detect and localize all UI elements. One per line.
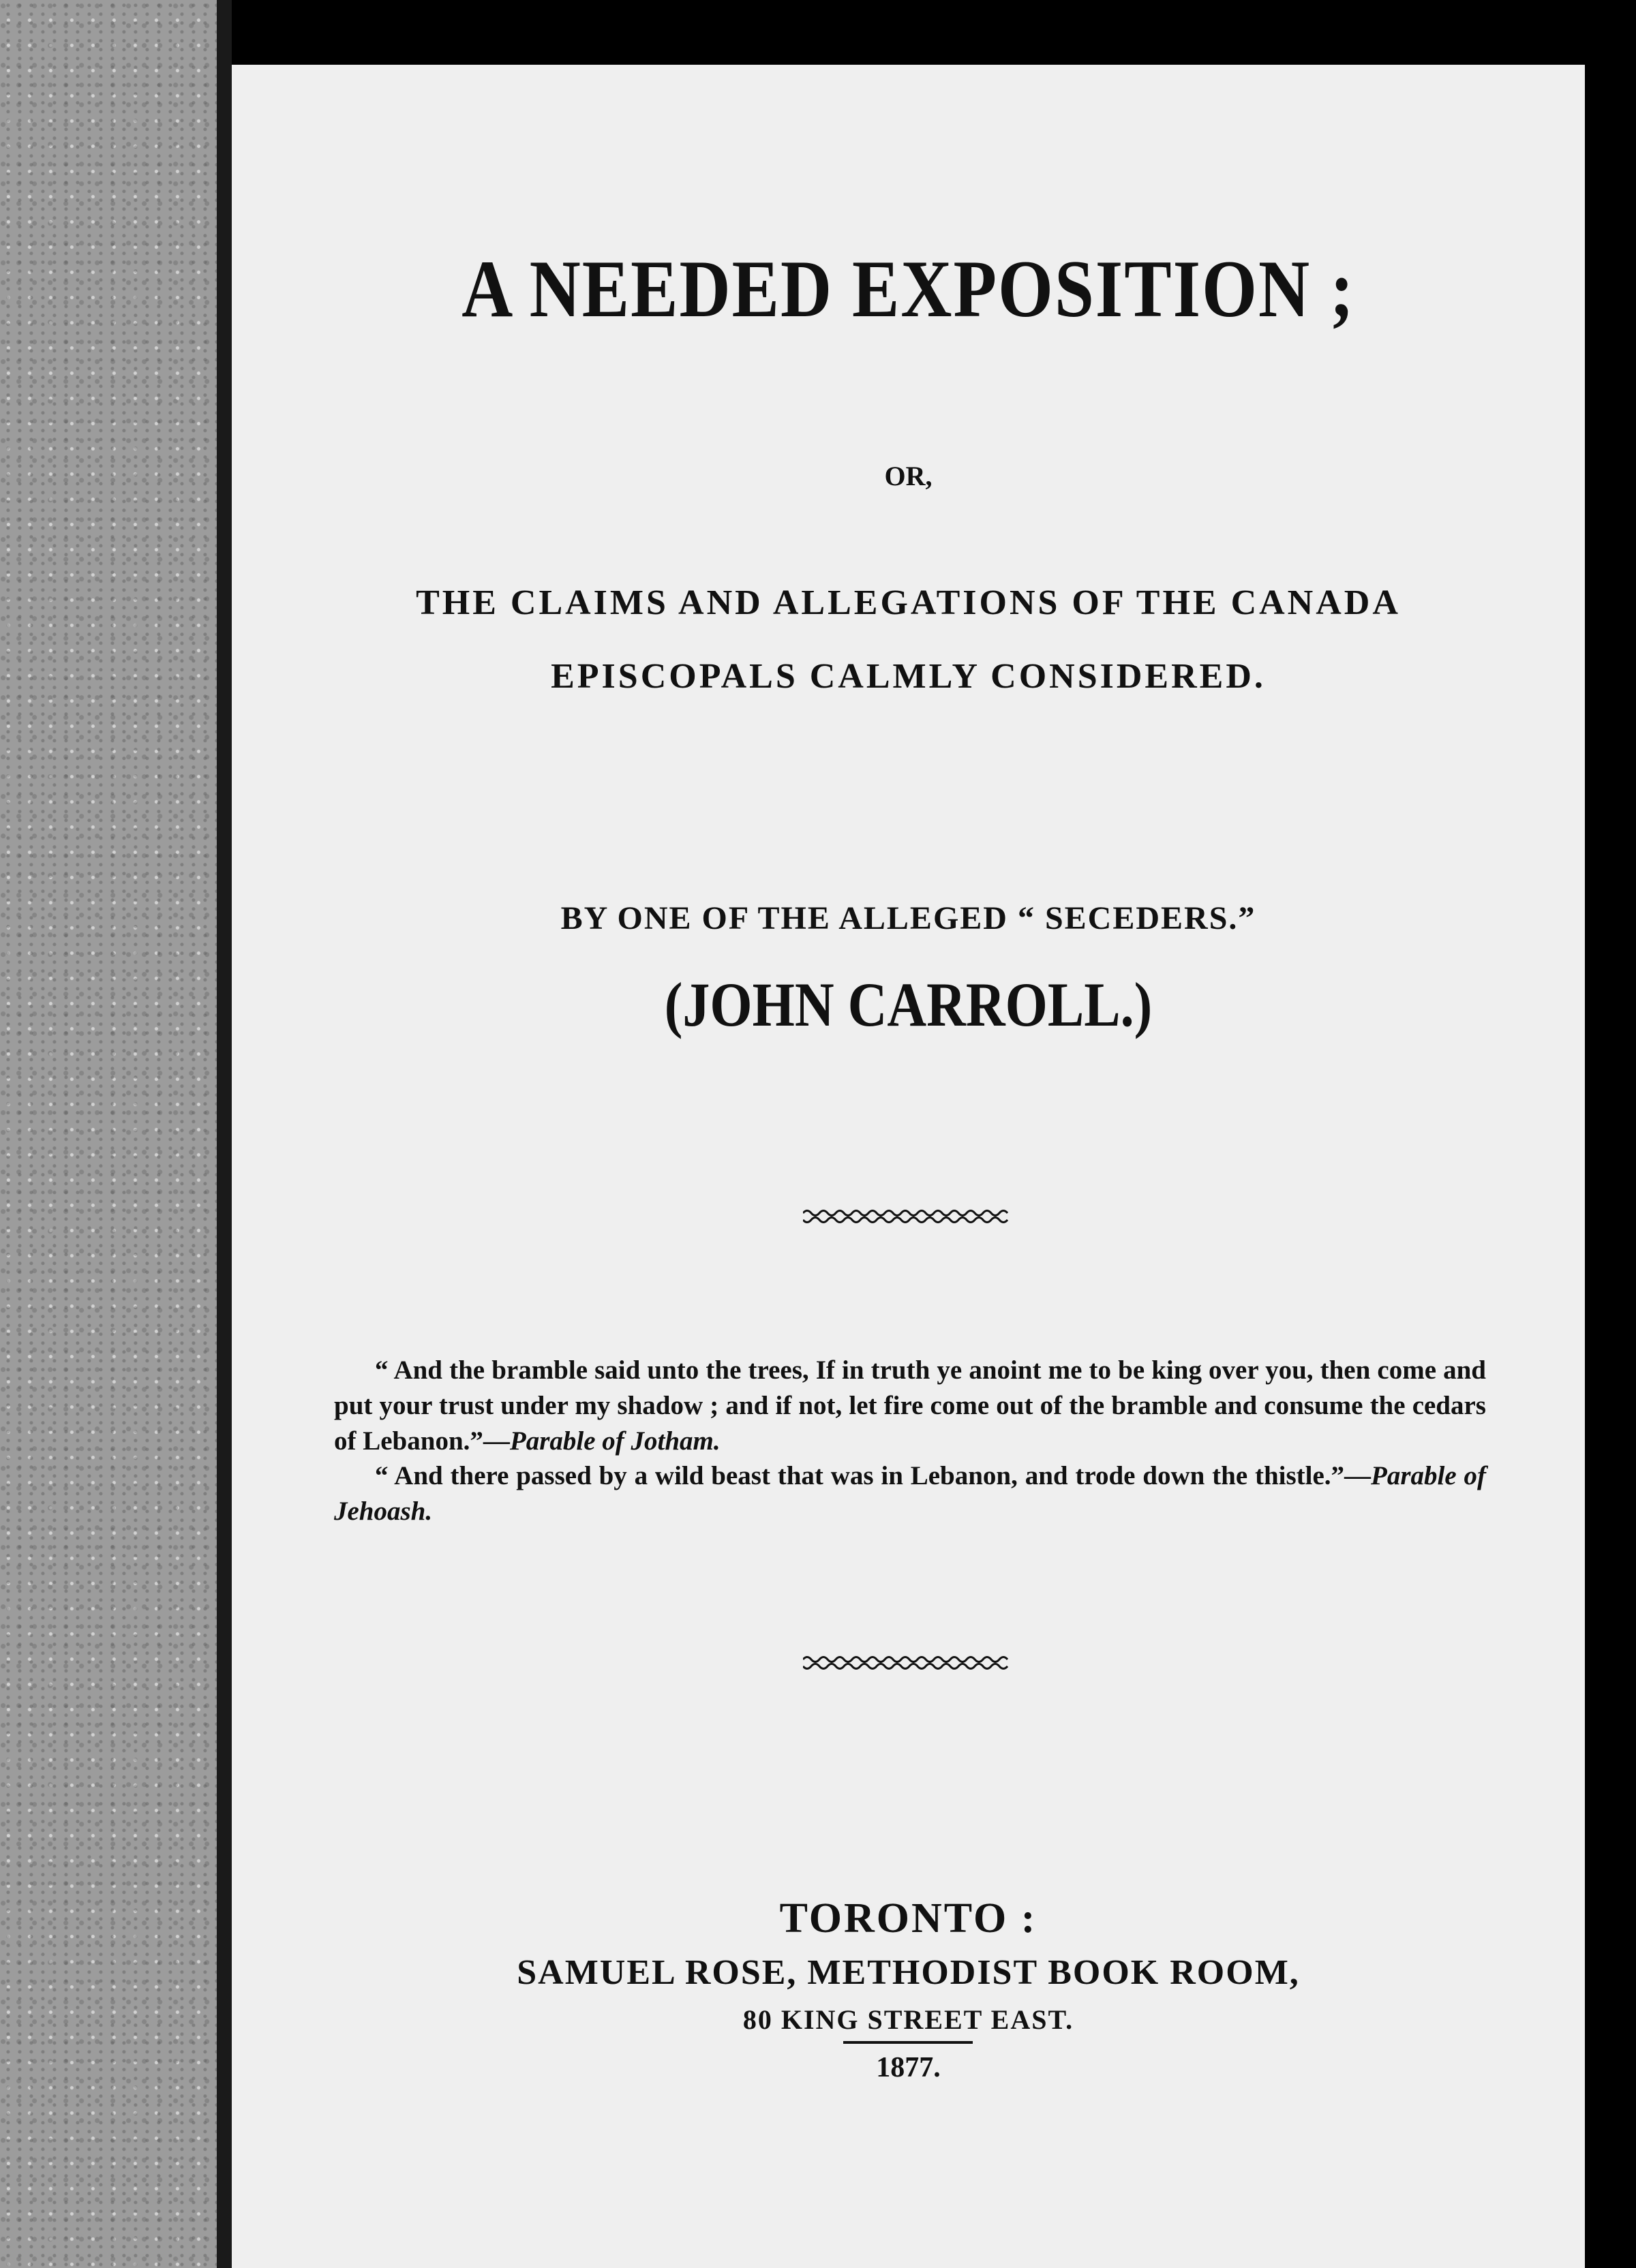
imprint-publisher: SAMUEL ROSE, METHODIST BOOK ROOM, bbox=[517, 1953, 1300, 1992]
author-name: (JOHN CARROLL.) bbox=[664, 970, 1153, 1040]
binding-edge bbox=[217, 0, 232, 2268]
byline: BY ONE OF THE ALLEGED “ SECEDERS.” bbox=[560, 900, 1256, 936]
epigraph-quote-1 bbox=[334, 1353, 1486, 1459]
scan-border-right bbox=[1585, 0, 1636, 2268]
imprint-city: TORONTO : bbox=[779, 1895, 1037, 1942]
imprint-rule bbox=[843, 2041, 973, 2044]
ornament-divider-bottom bbox=[232, 1653, 1585, 1674]
ornament-divider-top bbox=[232, 1206, 1585, 1228]
subtitle-line-2: EPISCOPALS CALMLY CONSIDERED. bbox=[551, 657, 1266, 696]
quote-1-source: Parable of Jotham. bbox=[509, 1426, 721, 1456]
imprint-address: 80 KING STREET EAST. bbox=[742, 2004, 1074, 2035]
epigraph-quote-2 bbox=[334, 1458, 1486, 1529]
subtitle-line-1: THE CLAIMS AND ALLEGATIONS OF THE CANADA bbox=[416, 583, 1401, 622]
quote-2-source: Parable of Jehoash. bbox=[334, 1461, 1486, 1526]
quote-1-text: “ And the bramble said unto the trees, If in truth ye anoint me to be king over you, then come and put your trust under my shadow ; and if not, let fire come out of the bramble and consume the cedars of Lebanon.”— bbox=[334, 1355, 1486, 1456]
quote-2-text: “ And there passed by a wild beast that was in Lebanon, and trode down the thistle.”— bbox=[375, 1461, 1372, 1490]
imprint-year: 1877. bbox=[876, 2052, 941, 2083]
scan-border-top bbox=[0, 0, 1636, 65]
title-page bbox=[232, 65, 1585, 2268]
book-title: A NEEDED EXPOSITION ; bbox=[461, 244, 1355, 335]
book-binding bbox=[0, 0, 217, 2268]
or-separator: OR, bbox=[884, 461, 933, 491]
